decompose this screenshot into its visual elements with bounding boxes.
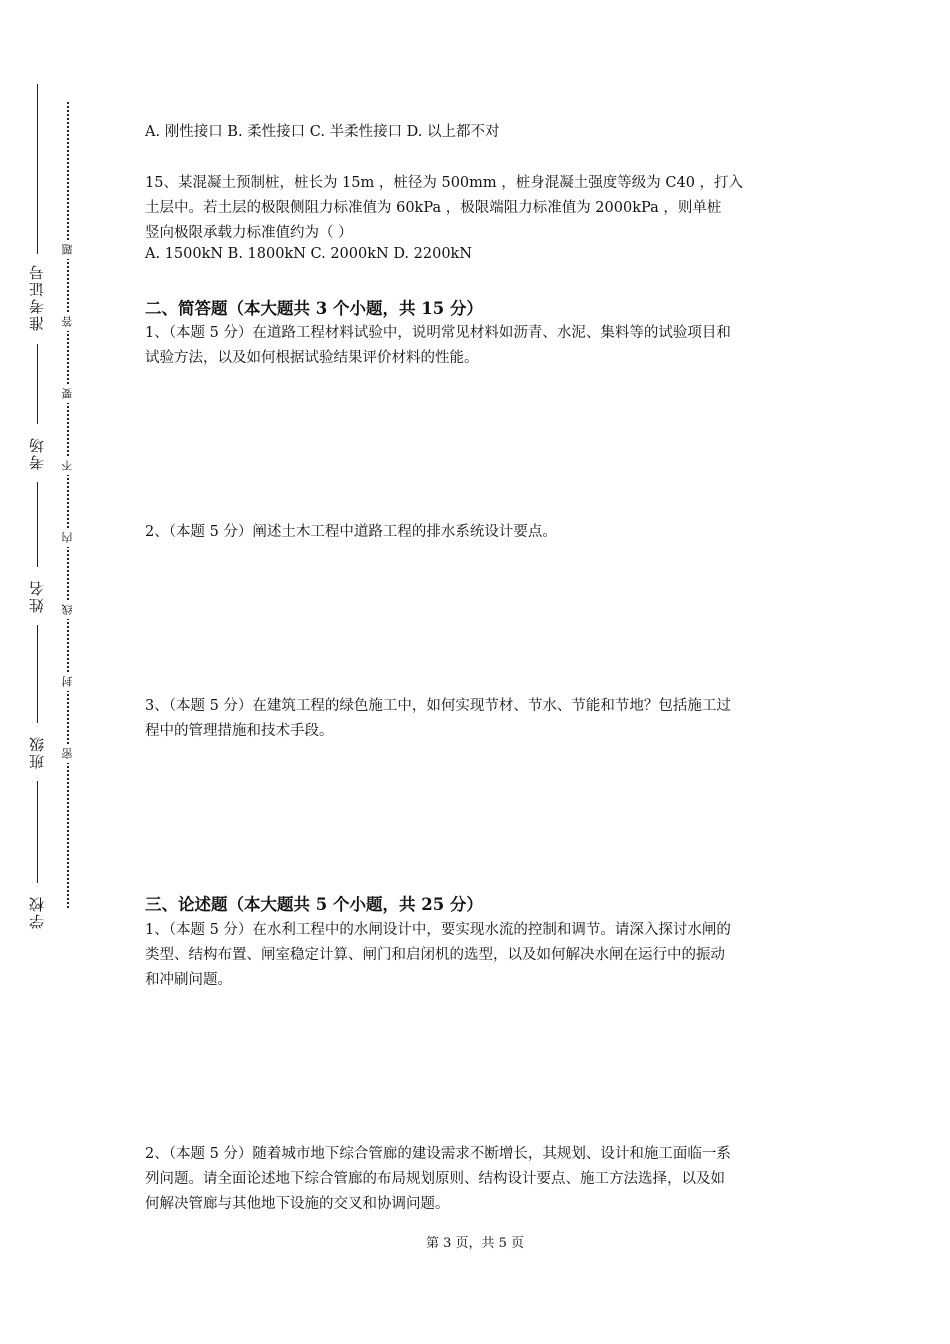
- question15-text: 15、某混凝土预制桩，桩长为 15m ，桩径为 500mm ，桩身混凝土强度等级为 C40 ，打入: [145, 175, 744, 191]
- school-label: 学校: [28, 895, 46, 929]
- margin-rule: [37, 781, 38, 883]
- section2-q3-text: 3、（本题 5 分）在建筑工程的绿色施工中，如何实现节材、节水、节能和节地？包括施工过: [145, 698, 731, 714]
- section2-q3-text: 程中的管理措施和技术手段。: [145, 723, 334, 739]
- seal-char: 题: [60, 241, 76, 259]
- question15-text: 竖向极限承载力标准值约为（ ）: [145, 225, 353, 241]
- section3-q2-text: 2、（本题 5 分）随着城市地下综合管廊的建设需求不断增长，其规划、设计和施工面临一系: [145, 1146, 731, 1162]
- question15-text: 土层中。若土层的极限侧阻力标准值为 60kPa ，极限端阻力标准值为 2000kPa ，则单桩: [145, 200, 722, 216]
- question14-options: A. 刚性接口 B. 柔性接口 C. 半柔性接口 D. 以上都不对: [145, 124, 500, 140]
- seal-char: 不: [60, 457, 76, 475]
- section2-heading: 二、简答题（本大题共 3 个小题，共 15 分）: [145, 299, 483, 318]
- name-label: 姓名: [28, 579, 46, 613]
- seal-char: 内: [60, 529, 76, 547]
- seal-char: 密: [60, 745, 76, 763]
- page-number: 第 3 页，共 5 页: [425, 1236, 525, 1251]
- seal-char: 要: [60, 385, 76, 403]
- section3-q2-text: 何解决管廊与其他地下设施的交叉和协调问题。: [145, 1196, 450, 1212]
- section3-q2-text: 列问题。请全面论述地下综合管廊的布局规划原则、结构设计要点、施工方法选择，以及如: [145, 1171, 725, 1187]
- section3-q1-text: 类型、结构布置、闸室稳定计算、闸门和启闭机的选型，以及如何解决水闸在运行中的振动: [145, 947, 725, 963]
- margin-rule: [37, 482, 38, 567]
- seal-dotted-line: [67, 102, 69, 908]
- margin-rule: [37, 625, 38, 723]
- exam-room-label: 考场: [28, 436, 46, 470]
- section2-q1-text: 1、（本题 5 分）在道路工程材料试验中，说明常见材料如沥青、水泥、集料等的试验项目和: [145, 325, 731, 341]
- section3-heading: 三、论述题（本大题共 5 个小题，共 25 分）: [145, 895, 483, 914]
- section2-q1-text: 试验方法，以及如何根据试验结果评价材料的性能。: [145, 350, 479, 366]
- seal-char: 答: [60, 313, 76, 331]
- class-label: 班级: [28, 735, 46, 769]
- exam-number-label: 准考证号: [28, 263, 46, 332]
- margin-rule: [37, 84, 38, 254]
- section3-q1-text: 1、（本题 5 分）在水利工程中的水闸设计中，要实现水流的控制和调节。请深入探讨水闸的: [145, 922, 731, 938]
- seal-char: 封: [60, 673, 76, 691]
- margin-rule: [37, 344, 38, 424]
- seal-char: 线: [60, 601, 76, 619]
- question15-options: A. 1500kN B. 1800kN C. 2000kN D. 2200kN: [145, 246, 473, 262]
- section2-q2-text: 2、（本题 5 分）阐述土木工程中道路工程的排水系统设计要点。: [145, 524, 557, 540]
- section3-q1-text: 和冲刷问题。: [145, 972, 232, 988]
